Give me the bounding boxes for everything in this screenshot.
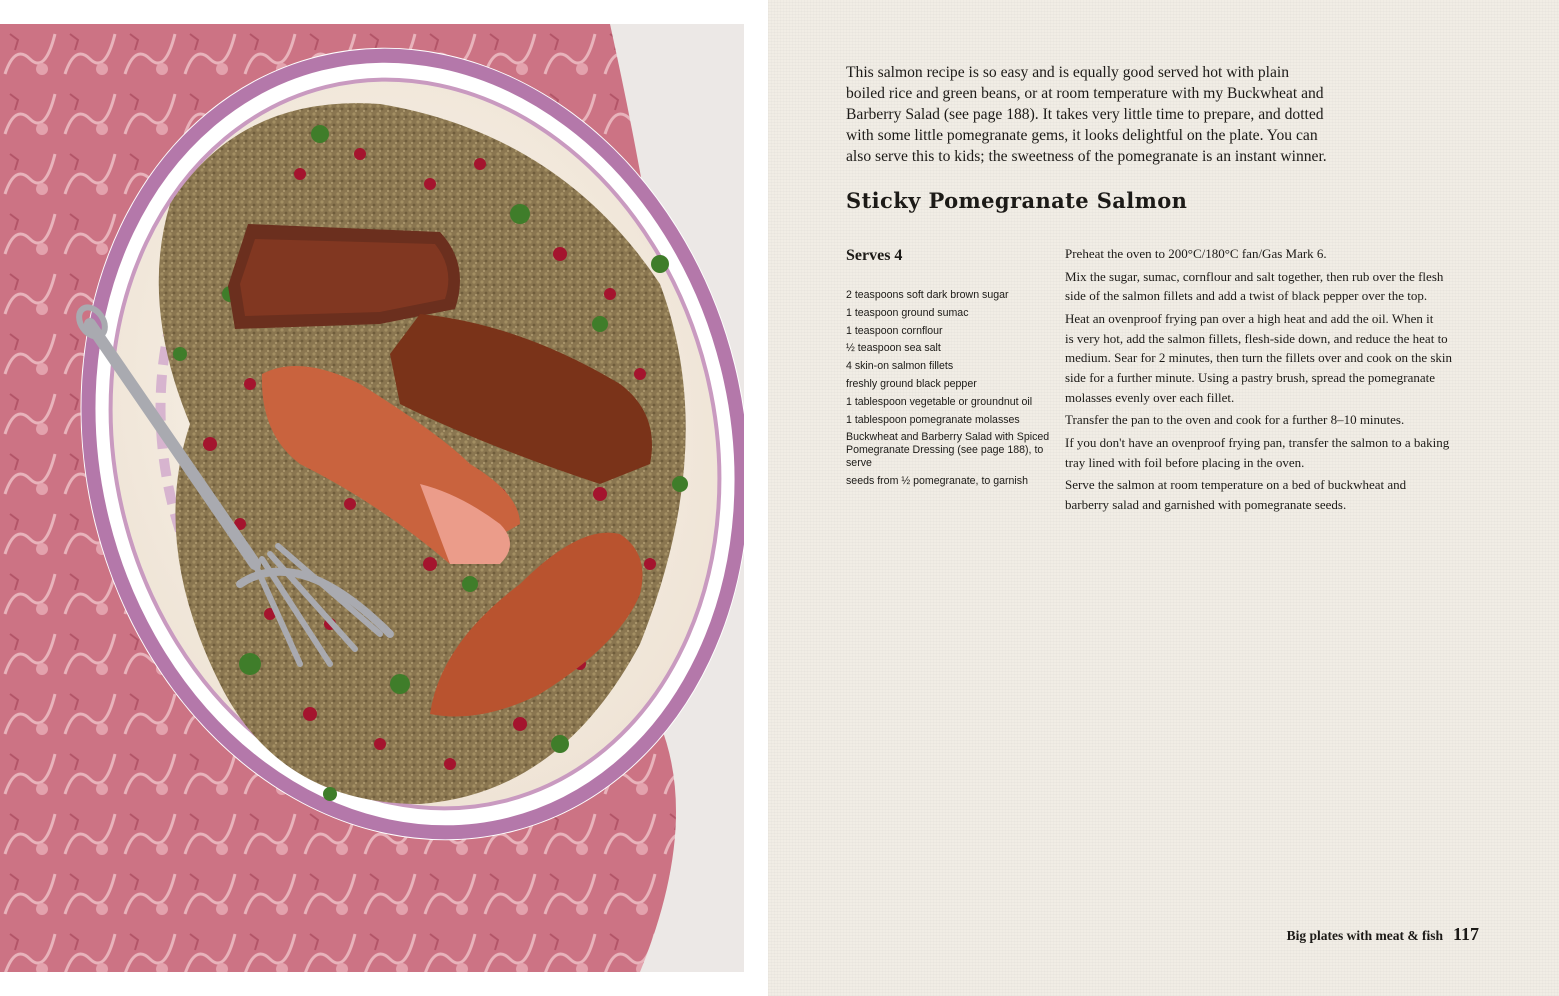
ingredient-item: 1 tablespoon vegetable or groundnut oil — [846, 395, 1033, 408]
method-line: If you don't have an ovenproof frying pan, transfer the salmon to a baking — [1065, 435, 1450, 451]
ingredient-item: 1 teaspoon cornflour — [846, 324, 943, 337]
method-line: medium. Sear for 2 minutes, then turn the fillets over and cook on the skin — [1065, 350, 1453, 366]
method-line: Preheat the oven to 200°C/180°C fan/Gas Mark 6. — [1065, 246, 1327, 261]
method-step — [1065, 267, 1485, 306]
intro-line: Barberry Salad (see page 188). It takes very little time to prepare, and dotted — [846, 106, 1324, 123]
page-footer — [1287, 924, 1479, 945]
method-line: side for a further minute. Using a pastry brush, spread the pomegranate — [1065, 369, 1436, 385]
ingredient-item: ½ teaspoon sea salt — [846, 342, 941, 355]
recipe-page — [768, 0, 1559, 996]
method-line: Heat an ovenproof frying pan over a high heat and add the oil. When it — [1065, 311, 1434, 327]
method-line: Transfer the pan to the oven and cook for a further 8–10 minutes. — [1065, 412, 1405, 428]
method-line: is very hot, add the salmon fillets, flesh-side down, and reduce the heat to — [1065, 330, 1448, 346]
method-steps — [1065, 244, 1485, 518]
intro-line: boiled rice and green beans, or at room temperature with my Buckwheat and — [846, 85, 1324, 102]
intro-line: with some little pomegranate gems, it looks delightful on the plate. You can — [846, 127, 1318, 144]
method-line: barberry salad and garnished with pomegranate seeds. — [1065, 497, 1347, 513]
method-line: Serve the salmon at room temperature on a bed of buckwheat and — [1065, 477, 1407, 493]
intro-line: also serve this to kids; the sweetness of the pomegranate is an instant winner. — [846, 148, 1327, 165]
salmon-dish-illustration — [0, 24, 744, 972]
ingredient-item: seeds from ½ pomegranate, to garnish — [846, 475, 1028, 488]
method-line: molasses evenly over each fillet. — [1065, 389, 1235, 405]
ingredient-item: 1 teaspoon ground sumac — [846, 306, 969, 319]
section-title: Big plates with meat & fish — [1286, 928, 1443, 943]
page-number: 117 — [1452, 924, 1479, 944]
intro-line: This salmon recipe is so easy and is equally good served hot with plain — [846, 64, 1290, 81]
method-line: Mix the sugar, sumac, cornflour and salt together, then rub over the flesh — [1065, 268, 1444, 284]
recipe-title: Sticky Pomegranate Salmon — [846, 188, 1188, 213]
serves-count: Serves 4 — [846, 247, 903, 264]
ingredient-item: freshly ground black pepper — [846, 377, 977, 390]
recipe-photo — [0, 24, 744, 972]
method-line: tray lined with foil before placing in the oven. — [1065, 454, 1305, 470]
ingredient-item: 2 teaspoons soft dark brown sugar — [846, 289, 1009, 301]
ingredient-list — [846, 289, 1051, 493]
ingredient-item: 4 skin-on salmon fillets — [846, 360, 954, 373]
method-step — [1065, 433, 1485, 472]
method-step — [1065, 309, 1485, 407]
ingredient-item: 1 tablespoon pomegranate molasses — [846, 413, 1020, 426]
method-step — [1065, 410, 1485, 430]
recipe-introduction — [846, 62, 1366, 167]
method-line: side of the salmon fillets and add a twist of black pepper over the top. — [1065, 288, 1428, 304]
method-step — [1065, 475, 1485, 514]
method-step — [1065, 244, 1485, 264]
ingredient-item: Buckwheat and Barberry Salad with Spiced Pomegranate Dressing (see page 188), to serve — [846, 431, 1050, 470]
